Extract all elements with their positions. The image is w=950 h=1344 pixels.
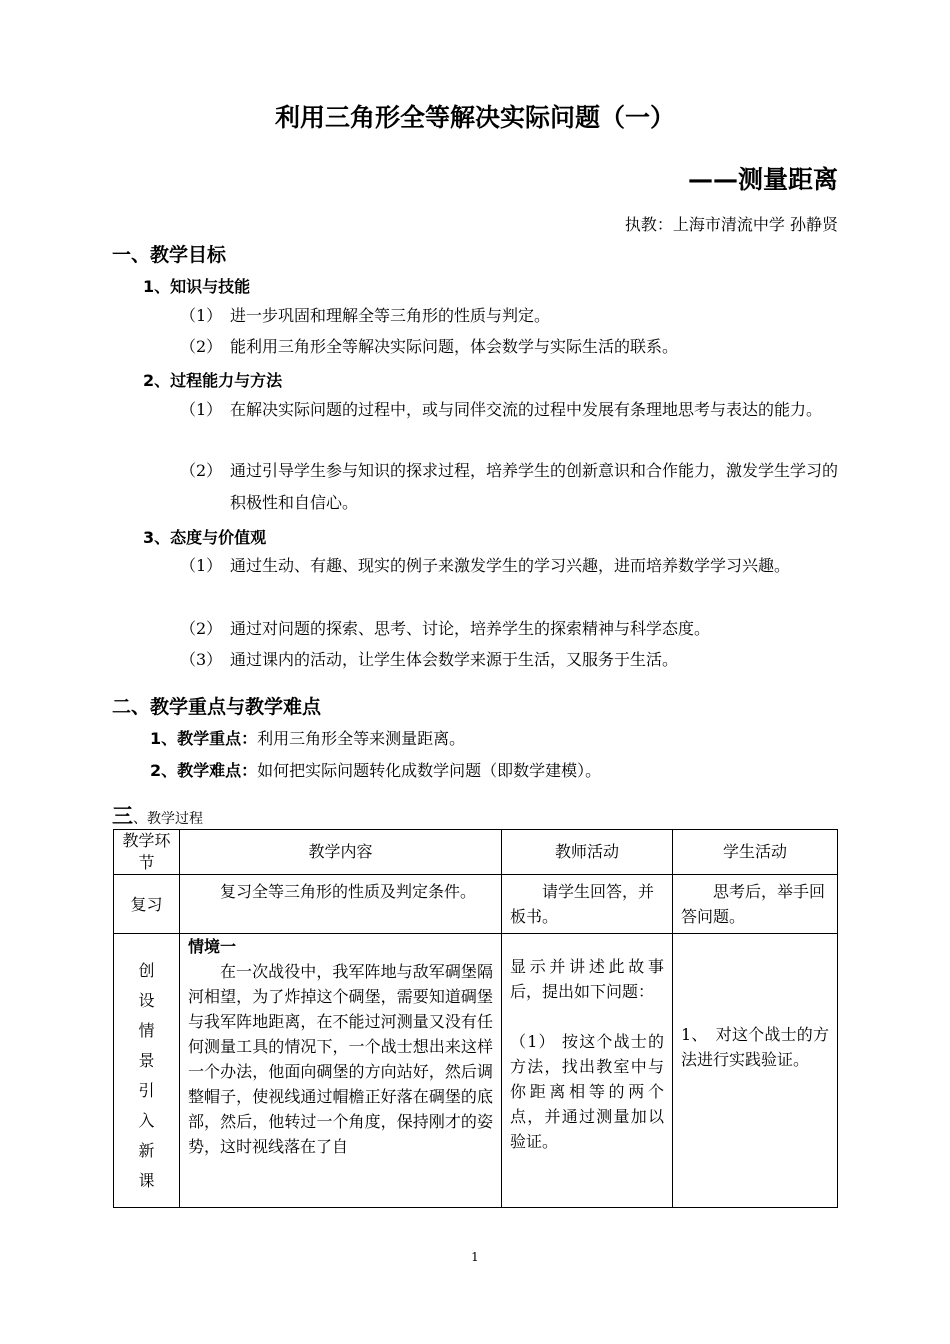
subheading-attitude: 3、态度与价值观 [143, 528, 267, 547]
item-text: 通过生动、有趣、现实的例子来激发学生的学习兴趣，进而培养数学学习兴趣。 [230, 556, 791, 575]
author-line: 执教：上海市清流中学 孙静贤 [624, 215, 838, 234]
lesson-table [113, 829, 838, 1208]
header-stage: 教学环节 [114, 830, 180, 875]
item-text: 在解决实际问题的过程中，或与同伴交流的过程中发展有条理地思考与表达的能力。 [230, 400, 823, 419]
list-item [180, 331, 838, 363]
item-number: （3） [180, 650, 223, 669]
difficult-point-label: 2、教学难点： [150, 761, 258, 780]
key-point [150, 726, 465, 749]
section-heading-process [112, 800, 203, 830]
row-content: 复习全等三角形的性质及判定条件。 [180, 875, 502, 934]
item-number: （1） [180, 400, 223, 419]
table-header-row [114, 830, 838, 875]
header-teacher: 教师活动 [502, 830, 673, 875]
row-stage [114, 934, 180, 1208]
section-heading-objectives: 一、教学目标 [112, 244, 227, 266]
document-title: 利用三角形全等解决实际问题（一） [274, 103, 675, 132]
subheading-process: 2、过程能力与方法 [143, 371, 283, 390]
section-number: 三 [112, 804, 133, 828]
row-student [673, 934, 838, 1208]
key-point-text: 利用三角形全等来测量距离。 [257, 729, 466, 748]
item-text: 通过对问题的探索、思考、讨论，培养学生的探索精神与科学态度。 [230, 619, 711, 638]
item-number: （1） [180, 306, 223, 325]
row-teacher: 请学生回答，并板书。 [502, 875, 673, 934]
row-stage: 复习 [114, 875, 180, 934]
teacher-activity-intro: 显示并讲述此故事后，提出如下问题： [510, 957, 664, 1001]
header-student: 学生活动 [673, 830, 838, 875]
list-item [180, 550, 838, 582]
item-number: （2） [180, 619, 223, 638]
scenario-text: 在一次战役中，我军阵地与敌军碉堡隔河相望，为了炸掉这个碉堡，需要知道碉堡与我军阵地距离，在不能过河测量又没有任何测量工具的情况下，一个战士想出来这样一个办法，他面向碉堡的方向站好，然后调整帽子，使视线通过帽檐正好落在碉堡的底部，然后，他转过一个角度，保持刚才的姿势，这时视线落在了自 [188, 962, 493, 1156]
header-content: 教学内容 [180, 830, 502, 875]
item-number: （2） [180, 337, 223, 356]
item-number: （1） [180, 556, 223, 575]
item-text: 能利用三角形全等解决实际问题，体会数学与实际生活的联系。 [230, 337, 679, 356]
item-text: 通过引导学生参与知识的探求过程，培养学生的创新意识和合作能力，激发学生学习的积极性和自信心。 [230, 461, 839, 512]
teacher-activity-question: （1） 按这个战士的方法，找出教室中与你距离相等的两个点，并通过测量加以验证。 [510, 1032, 664, 1151]
table-row [114, 934, 838, 1208]
row-content [180, 934, 502, 1208]
difficult-point-text: 如何把实际问题转化成数学问题（即数学建模）。 [257, 761, 602, 780]
list-item [180, 394, 838, 426]
page-number: 1 [471, 1250, 479, 1264]
subheading-knowledge: 1、知识与技能 [143, 277, 251, 296]
row-stage-text: 创设情景 引入新课 [138, 961, 155, 1190]
section-heading-text: 、教学过程 [133, 811, 203, 827]
item-text: 进一步巩固和理解全等三角形的性质与判定。 [230, 306, 551, 325]
scenario-title: 情境一 [188, 937, 237, 956]
item-number: （2） [180, 461, 223, 480]
document-subtitle: ——测量距离 [687, 165, 838, 194]
key-point-label: 1、教学重点： [150, 729, 258, 748]
list-item [180, 455, 838, 519]
list-item [180, 644, 838, 676]
section-heading-focus: 二、教学重点与教学难点 [112, 696, 322, 718]
item-text: 通过课内的活动，让学生体会数学来源于生活，又服务于生活。 [230, 650, 679, 669]
row-teacher [502, 934, 673, 1208]
row-student: 思考后，举手回答问题。 [673, 875, 838, 934]
list-item [180, 300, 838, 332]
student-activity: 1、 对这个战士的方法进行实践验证。 [681, 1025, 829, 1069]
difficult-point [150, 758, 601, 781]
list-item [180, 613, 838, 645]
table-row [114, 875, 838, 934]
